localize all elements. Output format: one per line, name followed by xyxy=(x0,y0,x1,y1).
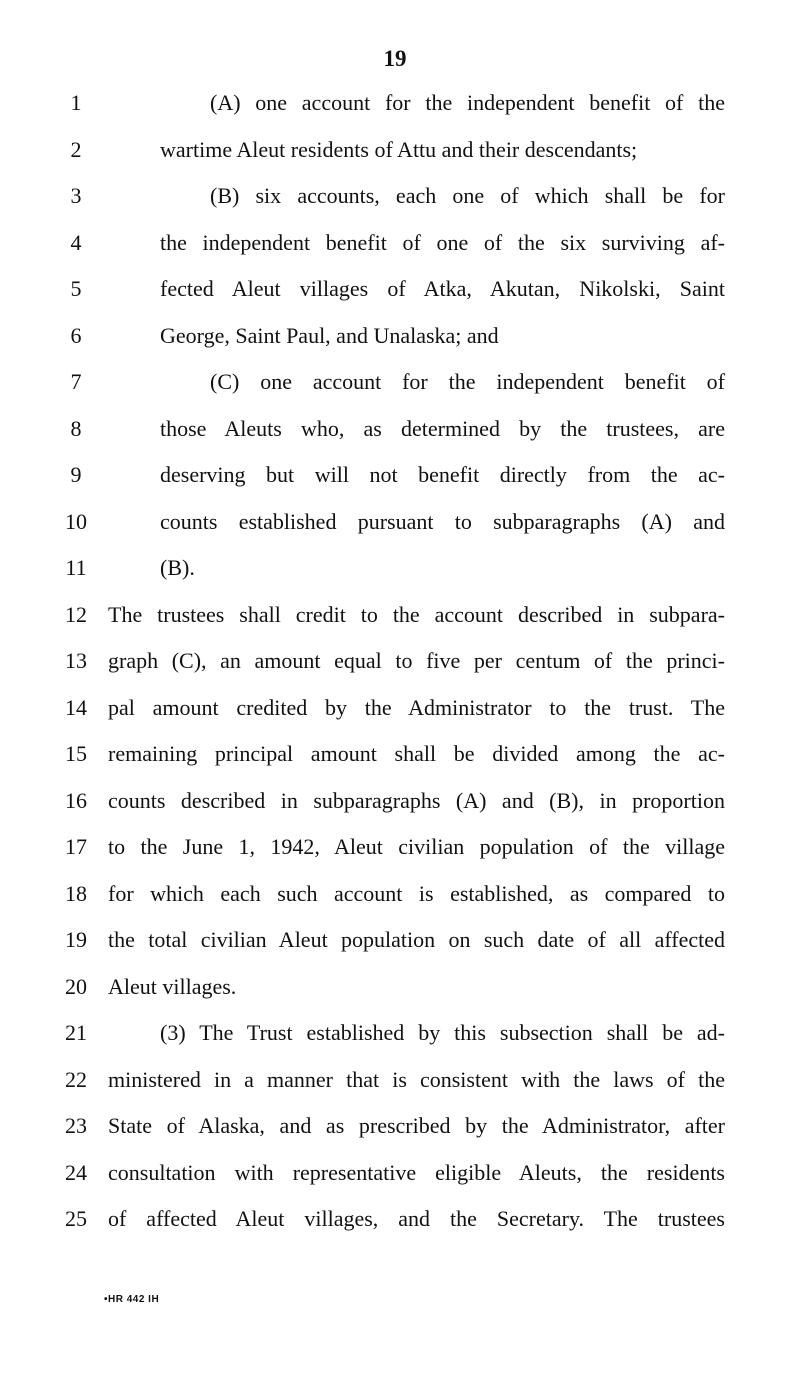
line-number: 10 xyxy=(65,508,87,534)
bill-line xyxy=(0,778,800,824)
line-number: 7 xyxy=(70,369,82,394)
bill-line xyxy=(0,1010,800,1056)
line-text: for which each such account is established, as compared to xyxy=(108,880,725,906)
line-number: 18 xyxy=(65,880,87,906)
line-number: 23 xyxy=(65,1113,87,1138)
line-number: 9 xyxy=(70,462,82,487)
bill-line xyxy=(0,80,800,126)
line-number: 11 xyxy=(65,555,87,580)
line-text: the total civilian Aleut population on such date of all affected xyxy=(108,927,725,952)
bill-line xyxy=(0,871,800,917)
bill-line xyxy=(0,638,800,684)
line-number: 17 xyxy=(65,834,87,859)
bill-line xyxy=(0,127,800,173)
line-text: George, Saint Paul, and Unalaska; and xyxy=(160,322,499,348)
page-number: 19 xyxy=(383,46,407,71)
line-text: The trustees shall credit to the account described in subpara- xyxy=(108,601,725,627)
line-number: 1 xyxy=(70,90,82,115)
line-number: 2 xyxy=(70,136,82,162)
bill-line xyxy=(0,313,800,359)
line-text: counts established pursuant to subparagraphs (A) and xyxy=(160,508,725,534)
bill-line xyxy=(0,731,800,777)
bill-line xyxy=(0,545,800,591)
bill-line xyxy=(0,452,800,498)
line-number: 5 xyxy=(70,276,82,301)
line-number: 8 xyxy=(70,415,82,441)
bill-line xyxy=(0,173,800,219)
bill-line xyxy=(0,824,800,870)
bill-line xyxy=(0,359,800,405)
line-number: 3 xyxy=(70,183,82,208)
bill-line xyxy=(0,917,800,963)
line-text: the independent benefit of one of the six surviving af- xyxy=(160,229,725,255)
bill-line xyxy=(0,592,800,638)
line-text: fected Aleut villages of Atka, Akutan, Nikolski, Saint xyxy=(160,276,725,301)
line-text: (A) one account for the independent benefit of the xyxy=(210,90,725,115)
line-number: 24 xyxy=(65,1159,87,1185)
bill-line xyxy=(0,406,800,452)
bill-line xyxy=(0,220,800,266)
bill-line xyxy=(0,1150,800,1196)
line-number: 25 xyxy=(65,1206,87,1231)
line-text: State of Alaska, and as prescribed by the Administrator, after xyxy=(108,1113,725,1138)
line-text: counts described in subparagraphs (A) and (B), in proportion xyxy=(108,787,725,813)
line-text: (3) The Trust established by this subsection shall be ad- xyxy=(160,1020,725,1045)
line-text: Aleut villages. xyxy=(108,973,237,999)
line-number: 22 xyxy=(65,1066,87,1092)
line-text: (C) one account for the independent benefit of xyxy=(210,369,725,394)
line-number: 12 xyxy=(65,601,87,627)
line-number: 6 xyxy=(70,322,82,348)
bill-line xyxy=(0,1196,800,1242)
bill-line xyxy=(0,266,800,312)
line-text: ministered in a manner that is consistent with the laws of the xyxy=(108,1066,725,1092)
line-text: consultation with representative eligible Aleuts, the residents xyxy=(108,1159,725,1185)
line-text: (B). xyxy=(160,555,195,580)
line-number: 14 xyxy=(65,694,87,720)
line-number: 21 xyxy=(65,1020,87,1045)
bill-line xyxy=(0,964,800,1010)
line-number: 15 xyxy=(65,741,87,766)
line-text: deserving but will not benefit directly from the ac- xyxy=(160,462,725,487)
bill-line xyxy=(0,685,800,731)
line-number: 4 xyxy=(70,229,82,255)
line-text: (B) six accounts, each one of which shall be for xyxy=(210,183,725,208)
line-text: to the June 1, 1942, Aleut civilian population of the village xyxy=(108,834,725,859)
bill-line xyxy=(0,499,800,545)
line-number: 19 xyxy=(65,927,87,952)
line-number: 16 xyxy=(65,787,87,813)
line-text: those Aleuts who, as determined by the trustees, are xyxy=(160,415,725,441)
line-text: graph (C), an amount equal to five per centum of the princi- xyxy=(108,648,725,673)
bill-line xyxy=(0,1103,800,1149)
bill-line xyxy=(0,1057,800,1103)
line-text: pal amount credited by the Administrator to the trust. The xyxy=(108,694,725,720)
line-number: 20 xyxy=(65,973,87,999)
bill-identifier: •HR 442 IH xyxy=(104,1294,160,1305)
line-text: remaining principal amount shall be divided among the ac- xyxy=(108,741,725,766)
line-text: of affected Aleut villages, and the Secretary. The trustees xyxy=(108,1206,725,1231)
line-number: 13 xyxy=(65,648,87,673)
line-text: wartime Aleut residents of Attu and their descendants; xyxy=(160,136,638,162)
